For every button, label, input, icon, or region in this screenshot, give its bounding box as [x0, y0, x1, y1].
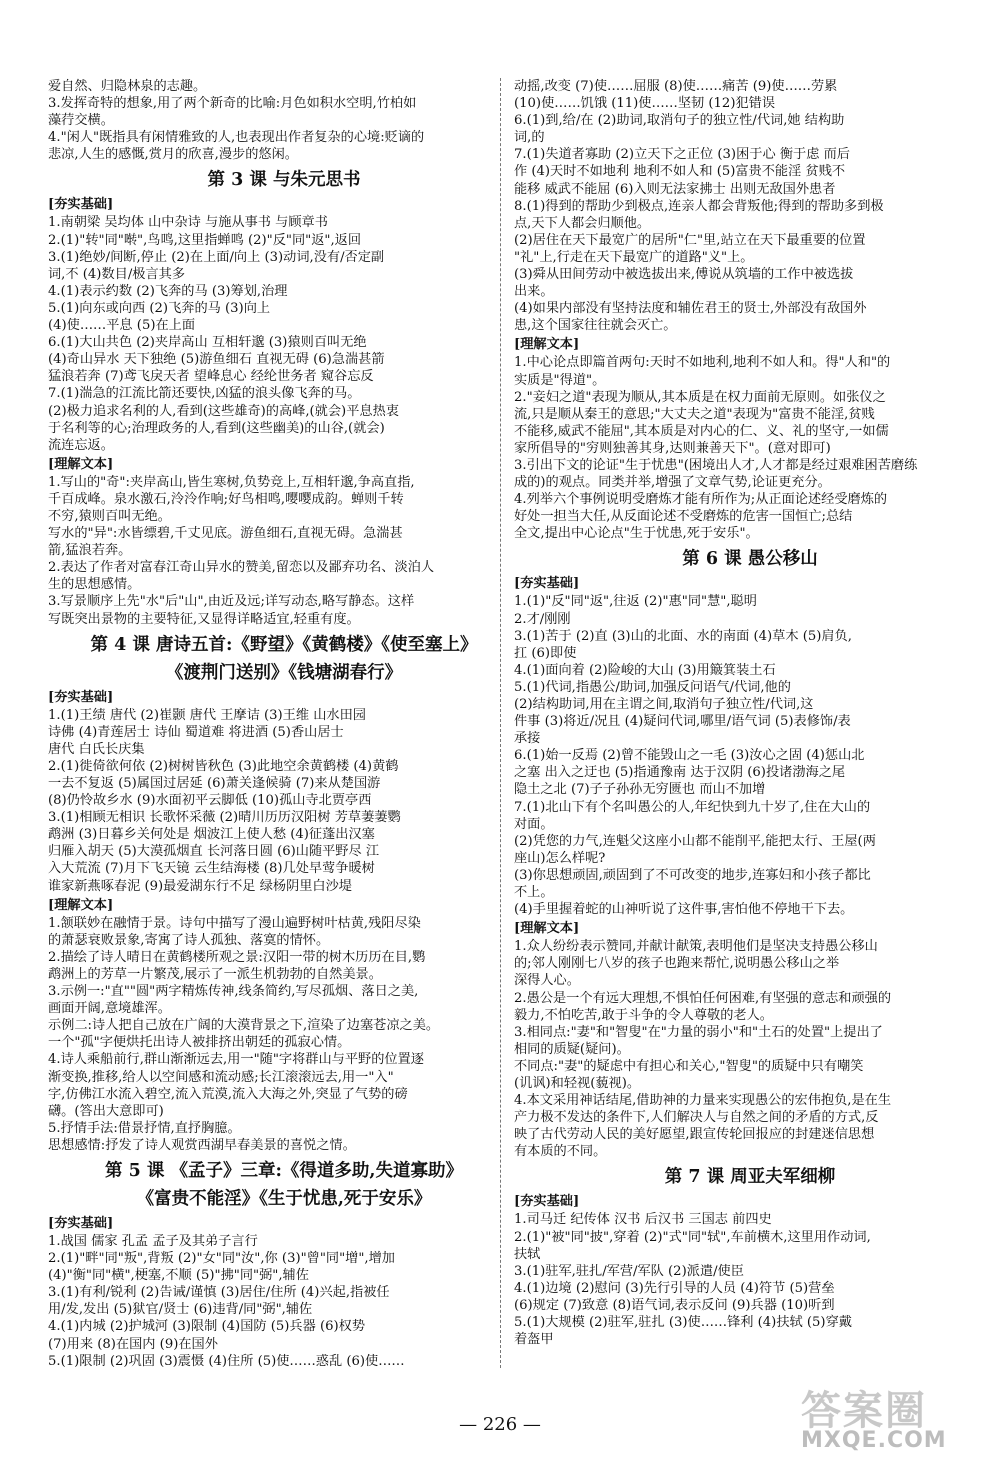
answer-line: 点,天下人都会归顺他。 — [514, 215, 651, 231]
section-heading: [夯实基础] — [514, 576, 580, 592]
answer-line: 1.写山的"奇":夹岸高山,皆生寒树,负势竞上,互相轩邈,争高直指, — [48, 474, 415, 490]
lesson-title: 第 3 课 与朱元思书 — [207, 170, 361, 191]
answer-line: 4.(1)边境 (2)慰问 (3)先行引导的人员 (4)符节 (5)营垒 — [514, 1280, 835, 1296]
answer-line: (7)用来 (8)在国内 (9)在国外 — [48, 1336, 218, 1352]
answer-line: 不上。 — [514, 885, 554, 901]
answer-line: 成的)的观点。同类并举,增强了文章气势,论证更充分。 — [514, 475, 831, 491]
watermark-url: MXQE.COM — [801, 1428, 947, 1453]
answer-line: 3.写景顺序上先"水"后"山",由近及远;详写动态,略写静态。这样 — [48, 594, 415, 610]
lesson-title: 第 5 课 《孟子》三章:《得道多助,失道寡助》 — [104, 1160, 463, 1181]
answer-line: 4.诗人乘船前行,群山渐渐远去,用一"随"字将群山与平野的位置逐 — [48, 1052, 424, 1068]
answer-line: 词,不 (4)数目/极言其多 — [48, 266, 186, 282]
lesson-title: 《富贵不能淫》《生于忧患,死于安乐》 — [136, 1188, 432, 1209]
lesson-title: 第 6 课 愚公移山 — [682, 549, 818, 570]
answer-line: (3)舜从田间劳动中被选拔出来,傅说从筑墙的工作中被选拔 — [514, 267, 854, 283]
answer-line: 产力极不发达的条件下,人们解决人与自然之间的矛盾的方式,反 — [514, 1110, 879, 1126]
answer-line: 2.表达了作者对富春江奇山异水的赞美,留恋以及鄙弃功名、淡泊人 — [48, 560, 435, 576]
answer-line: 出来。 — [514, 284, 554, 300]
answer-line: 2.(1)徙倚欲何依 (2)树树皆秋色 (3)此地空余黄鹤楼 (4)黄鹤 — [48, 758, 399, 774]
answer-line: 家所倡导的"穷则独善其身,达则兼善天下"。(意对即可) — [514, 440, 831, 456]
watermark-text: 答案圈 — [801, 1388, 927, 1434]
answer-line: 词,的 — [514, 130, 545, 146]
answer-line: 之塞 出入之迂也 (5)指通豫南 达于汉阴 (6)投诸渤海之尾 — [514, 765, 846, 781]
answer-line: (4)手里握着蛇的山神听说了这件事,害怕他不停地干下去。 — [514, 902, 854, 918]
answer-line: (3)你思想顽固,顽固到了不可改变的地步,连寡妇和小孩子都比 — [514, 867, 871, 883]
answer-line: 3.(1)苦于 (2)直 (3)山的北面、水的南面 (4)草木 (5)肩负, — [514, 628, 852, 644]
answer-line: 4."闲人"既指具有闲情雅致的人,也表现出作者复杂的心境:贬谪的 — [48, 130, 425, 146]
answer-line: (2)极力追求名利的人,看到(这些雄奇)的高峰,(就会)平息热衷 — [48, 403, 399, 419]
answer-line: 7.(1)湍急的江流比箭还要快,凶猛的浪头像飞奔的马。 — [48, 386, 361, 402]
section-heading: [夯实基础] — [48, 197, 114, 213]
answer-line: 2.(1)"转"同"啭",鸟鸣,这里指蝉鸣 (2)"反"同"返",返回 — [48, 232, 362, 248]
answer-line: 5.抒情手法:借景抒情,直抒胸臆。 — [48, 1120, 241, 1136]
section-heading: [夯实基础] — [48, 1215, 114, 1231]
answer-line: 1.(1)王绩 唐代 (2)崔颢 唐代 王摩诘 (3)王维 山水田园 — [48, 707, 366, 723]
answer-line: 不能移,威武不能屈",其本质是对内心的仁、义、礼的坚守,一如儒 — [514, 423, 889, 439]
answer-line: 1.(1)"反"同"返",往返 (2)"惠"同"慧",聪明 — [514, 594, 757, 610]
answer-line: 1.众人纷纷表示赞同,并献计献策,表明他们是坚决支持愚公移山 — [514, 939, 878, 955]
answer-line: 相同的质疑(疑问)。 — [514, 1041, 630, 1057]
answer-line: 归雁入胡天 (5)大漠孤烟直 长河落日圆 (6)山随平野尽 江 — [48, 844, 380, 860]
answer-line: 千百成峰。泉水激石,泠泠作响;好鸟相鸣,嘤嘤成韵。蝉则千转 — [48, 491, 404, 507]
answer-line: 示例二:诗人把自己放在广阔的大漠背景之下,渲染了边塞苍凉之美。 — [48, 1018, 440, 1034]
answer-line: 作 (4)天时不如地利 地利不如人和 (5)富贵不能淫 贫贱不 — [514, 164, 846, 180]
answer-line: 的萧瑟衰败景象,寄寓了诗人孤独、落寞的情怀。 — [48, 932, 330, 948]
answer-line: 流,只是顺从秦王的意思;"大丈夫之道"表现为"富贵不能淫,贫贱 — [514, 406, 875, 422]
answer-line: 诗佛 (4)青莲居士 诗仙 蜀道难 将进酒 (5)香山居士 — [48, 724, 344, 740]
answer-line: 用/发,发出 (5)狱官/贤士 (6)违背/同"弼",辅佐 — [48, 1302, 313, 1318]
answer-line: 5.(1)向东或向西 (2)飞奔的马 (3)向上 — [48, 300, 271, 316]
answer-line: 渐变换,推移,给人以空间感和流动感;长江滚滚远去,用一"入" — [48, 1069, 394, 1085]
answer-line: 写水的"异":水皆缥碧,千丈见底。游鱼细石,直视无碍。急湍甚 — [48, 526, 403, 542]
answer-line: (10)使……饥饿 (11)使……坚韧 (12)犯错误 — [514, 96, 776, 112]
answer-line: 1.南朝梁 吴均体 山中杂诗 与施从事书 与顾章书 — [48, 215, 328, 231]
section-heading: [理解文本] — [48, 897, 114, 913]
answer-line: 箭,猛浪若奔。 — [48, 543, 132, 559]
watermark-logo — [801, 1379, 976, 1453]
answer-line: 5.(1)代词,指愚公/助词,加强反问语气/代词,他的 — [514, 679, 791, 695]
answer-line: 好处一担当大任,从反面论述不受磨炼的危害一国恒亡;总结 — [514, 509, 853, 525]
answer-line: 2.(1)"被"同"披",穿着 (2)"式"同"轼",车前横木,这里用作动词, — [514, 1229, 871, 1245]
answer-line: 4.(1)内城 (2)护城河 (3)限制 (4)国防 (5)兵器 (6)权势 — [48, 1319, 366, 1335]
answer-line: 1.战国 儒家 孔孟 孟子及其弟子言行 — [48, 1233, 258, 1249]
answer-line: 3.引出下文的论证"生于忧患"(困境出人才,人才都是经过艰难困苦磨练 — [514, 457, 918, 473]
answer-line: 着盔甲 — [514, 1332, 554, 1348]
section-heading: [理解文本] — [48, 456, 114, 472]
answer-line: (6)规定 (7)致意 (8)语气词,表示反问 (9)兵器 (10)听到 — [514, 1297, 835, 1313]
answer-line: 2.才/刚刚 — [514, 611, 571, 627]
answer-line: 生的思想感情。 — [48, 577, 141, 593]
answer-line: 6.(1)大山共色 (2)夹岸高山 互相轩邈 (3)猿则百叫无绝 — [48, 335, 367, 351]
answer-line: 4.本文采用神话结尾,借助神的力量来实现愚公的宏伟抱负,是在生 — [514, 1093, 892, 1109]
answer-line: 1.颔联妙在融情于景。诗句中描写了漫山遍野树叶枯黄,残阳尽染 — [48, 915, 421, 931]
answer-line: 件事 (3)将近/况且 (4)疑问代词,哪里/语气词 (5)表修饰/表 — [514, 714, 851, 730]
answer-line: 对面。 — [514, 816, 554, 832]
lesson-title: 第 7 课 周亚夫军细柳 — [664, 1167, 836, 1188]
answer-line: 礴。(答出大意即可) — [48, 1103, 164, 1119]
answer-line: 3.(1)相顾无相识 长歌怀采薇 (2)晴川历历汉阳树 芳草萋萋鹦 — [48, 810, 401, 826]
answer-line: 7.(1)失道者寡助 (2)立天下之正位 (3)困于心 衡于虑 而后 — [514, 147, 850, 163]
answer-line: 座山)怎么样呢? — [514, 850, 606, 866]
answer-line: 扶轼 — [514, 1246, 541, 1262]
answer-line: 6.(1)到,给/在 (2)助词,取消句子的独立性/代词,她 结构助 — [514, 113, 845, 129]
answer-line: 藻荇交横。 — [48, 113, 114, 129]
answer-line: (4)奇山异水 天下独绝 (5)游鱼细石 直视无碍 (6)急湍甚箭 — [48, 352, 385, 368]
answer-line: 实质是"得道"。 — [514, 372, 606, 388]
answer-line: 鹉洲 (3)日暮乡关何处是 烟波江上使人愁 (4)征蓬出汉塞 — [48, 827, 375, 843]
answer-line: 承接 — [514, 731, 541, 747]
answer-line: 3.(1)驻军,驻扎/军营/军队 (2)派遣/使臣 — [514, 1263, 744, 1279]
answer-line: 4.列举六个事例说明受磨炼才能有所作为;从正面论述经受磨炼的 — [514, 492, 888, 508]
answer-line: 患,这个国家往往就会灭亡。 — [514, 318, 677, 334]
answer-line: 一个"孤"字便烘托出诗人被排挤出朝廷的孤寂心情。 — [48, 1035, 351, 1051]
answer-line: 隐土之北 (7)子子孙孙无穷匮也 而山不加增 — [514, 782, 766, 798]
answer-line: (4)"衡"同"横",梗塞,不顺 (5)"拂"同"弼",辅佐 — [48, 1268, 309, 1284]
answer-line: 7.(1)北山下有个名叫愚公的人,年纪快到九十岁了,住在大山的 — [514, 799, 871, 815]
answer-line: 3.(1)绝妙/间断,停止 (2)在上面/向上 (3)动词,没有/否定副 — [48, 249, 385, 265]
answer-line: 3.相同点:"妻"和"智叟"在"力量的弱小"和"土石的处置"上提出了 — [514, 1024, 883, 1040]
answer-line: 流连忘返。 — [48, 437, 114, 453]
answer-line: 字,仿佛江水流入碧空,流入荒漠,流入大海之外,突显了气势的磅 — [48, 1086, 408, 1102]
answer-line: (讥讽)和轻视(藐视)。 — [514, 1075, 641, 1091]
answer-line: 1.中心论点即篇首两句:天时不如地利,地利不如人和。得"人和"的 — [514, 355, 891, 371]
answer-line: 4.(1)表示约数 (2)飞奔的马 (3)筹划,治理 — [48, 283, 288, 299]
answer-line: 不同点:"妻"的疑虑中有担心和关心,"智叟"的质疑中只有嘲笑 — [514, 1058, 864, 1074]
answer-line: 6.(1)始一反焉 (2)曾不能毁山之一毛 (3)汝心之固 (4)惩山北 — [514, 748, 865, 764]
answer-line: 的;邻人刚刚七八岁的孩子也跑来帮忙,说明愚公移山之举 — [514, 956, 840, 972]
lesson-title: 《渡荆门送别》《钱塘湖春行》 — [165, 662, 403, 683]
answer-line: 4.(1)面向着 (2)险峻的大山 (3)用簸箕装土石 — [514, 662, 776, 678]
left-column — [48, 78, 520, 1370]
answer-line: 爱自然、归隐林泉的志趣。 — [48, 79, 207, 94]
page-number: — 226 — — [459, 1414, 541, 1435]
answer-line: 唐代 白氏长庆集 — [48, 741, 145, 757]
answer-line: (2)凭您的力气,连魁父这座小山都不能削平,能把太行、王屋(两 — [514, 833, 876, 849]
answer-line: (8)仍怜故乡水 (9)水面初平云脚低 (10)孤山寺北贾亭西 — [48, 793, 372, 809]
answer-line: (4)使……平息 (5)在上面 — [48, 318, 196, 334]
answer-line: 能移 威武不能屈 (6)入则无法家拂士 出则无敌国外患者 — [514, 181, 836, 197]
answer-line: 入大荒流 (7)月下飞天镜 云生结海楼 (8)几处早莺争暖树 — [48, 861, 375, 877]
answer-line: 一去不复返 (5)属国过居延 (6)萧关逢候骑 (7)来从楚国游 — [48, 776, 381, 791]
right-column — [514, 78, 986, 1348]
answer-line: 悲凉,人生的感慨,赏月的欣喜,漫步的悠闲。 — [48, 147, 298, 163]
answer-line: 于名利等的心;治理政务的人,看到(这些幽美)的山谷,(就会) — [48, 420, 385, 436]
answer-line: 写既突出景物的主要特征,又显得详略适宜,轻重有度。 — [48, 611, 360, 627]
section-heading: [理解文本] — [514, 337, 580, 353]
answer-line: 不穷,猿则百叫无绝。 — [48, 508, 171, 524]
answer-line: 毅力,不怕吃苦,敢于斗争的令人尊敬的老人。 — [514, 1007, 773, 1023]
answer-line: 映了古代劳动人民的美好愿望,跟宣传轮回报应的封建迷信思想 — [514, 1127, 875, 1143]
answer-line: 2.描绘了诗人晴日在黄鹤楼所观之景:汉阳一带的树木历历在目,鹦 — [48, 949, 426, 965]
lesson-title: 第 4 课 唐诗五首:《野望》《黄鹤楼》《使至塞上》 — [90, 634, 478, 655]
answer-line: 8.(1)得到的帮助少到极点,连亲人都会背叛他;得到的帮助多到极 — [514, 198, 884, 214]
answer-line: 画面开阔,意境雄浑。 — [48, 1001, 171, 1017]
answer-line: "礼"上,行走在天下最宽广的道路"义"上。 — [514, 249, 754, 265]
answer-line: 有本质的不同。 — [514, 1144, 607, 1160]
answer-line: 鹉洲上的芳草一片繁茂,展示了一派生机勃勃的自然美景。 — [48, 966, 382, 982]
answer-line: (2)结构助词,用在主谓之间,取消句子独立性/代词,这 — [514, 697, 814, 712]
section-heading: [夯实基础] — [48, 689, 114, 705]
answer-line: (2)居住在天下最宽广的居所"仁"里,站立在天下最重要的位置 — [514, 232, 866, 248]
answer-line: 谁家新燕啄春泥 (9)最爱湖东行不足 绿杨阴里白沙堤 — [48, 878, 352, 894]
answer-line: 1.司马迁 纪传体 汉书 后汉书 三国志 前四史 — [514, 1212, 772, 1228]
section-heading: [夯实基础] — [514, 1194, 580, 1210]
column-divider — [500, 78, 501, 1368]
answer-line: 2."妾妇之道"表现为顺从,其本质是在权力面前无原则。如张仪之 — [514, 389, 886, 405]
answer-line: 3.示例一:"直""圆"两字精炼传神,线条简约,写尽孤烟、落日之美, — [48, 984, 419, 1000]
answer-line: 5.(1)大规模 (2)驻军,驻扎 (3)使……锋利 (4)扶轼 (5)穿戴 — [514, 1315, 852, 1330]
section-heading: [理解文本] — [514, 921, 580, 937]
answer-line: 扛 (6)即使 — [514, 645, 577, 661]
answer-line: 深得人心。 — [514, 973, 580, 989]
answer-line: 思想感情:抒发了诗人观赏西湖早春美景的喜悦之情。 — [48, 1137, 356, 1153]
answer-line: 动摇,改变 (7)使……屈服 (8)使……痛苦 (9)使……劳累 — [514, 79, 838, 94]
answer-line: 5.(1)限制 (2)巩固 (3)震慑 (4)住所 (5)使……惑乱 (6)使…… — [48, 1353, 405, 1369]
answer-line: 3.发挥奇特的想象,用了两个新奇的比喻:月色如积水空明,竹柏如 — [48, 96, 417, 112]
answer-line: (4)如果内部没有坚持法度和辅佐君王的贤士,外部没有敌国外 — [514, 301, 867, 317]
answer-line: 全文,提出中心论点"生于忧患,死于安乐"。 — [514, 526, 759, 542]
answer-line: 猛浪若奔 (7)鸢飞戾天者 望峰息心 经纶世务者 窥谷忘反 — [48, 369, 374, 385]
answer-line: 2.(1)"畔"同"叛",背叛 (2)"女"同"汝",你 (3)"曾"同"增",增加 — [48, 1251, 395, 1267]
answer-line: 3.(1)有利/锐利 (2)告诫/谨慎 (3)居住/住所 (4)兴起,指被任 — [48, 1285, 390, 1301]
answer-line: 2.愚公是一个有远大理想,不惧怕任何困难,有坚强的意志和顽强的 — [514, 990, 892, 1006]
